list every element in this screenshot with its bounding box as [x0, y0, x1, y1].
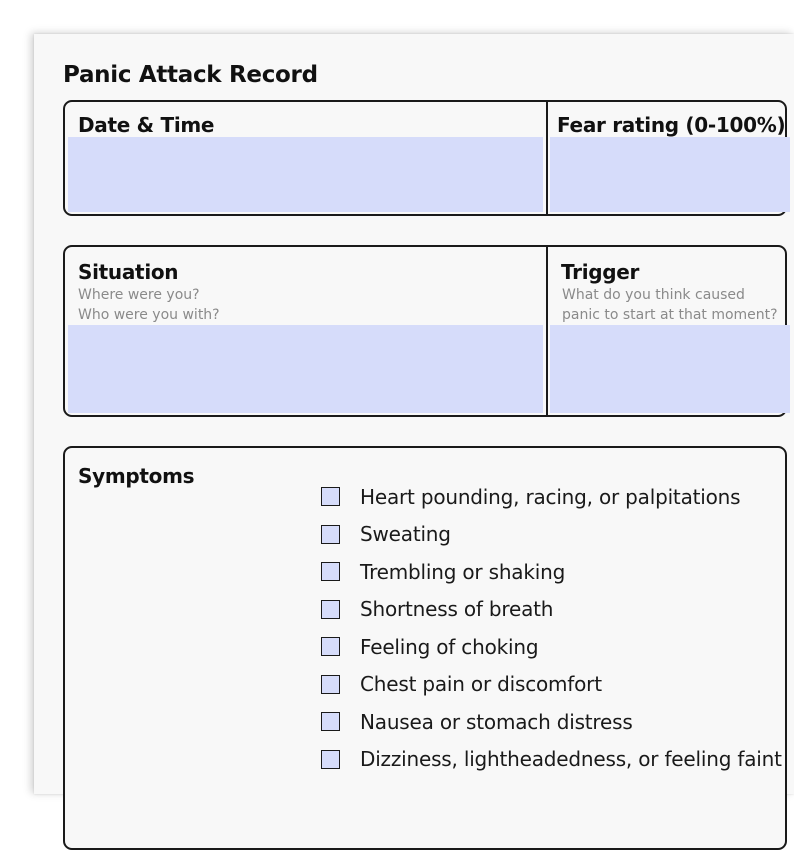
symptom-list: [321, 478, 782, 778]
symptom-checkbox[interactable]: [321, 637, 340, 656]
fear-rating-field[interactable]: [550, 137, 790, 212]
symptom-checkbox[interactable]: [321, 600, 340, 619]
worksheet-page: [34, 34, 794, 794]
symptoms-section: [63, 446, 787, 850]
situation-hint-line2: Who were you with?: [78, 307, 220, 323]
symptom-label: Feeling of choking: [360, 634, 539, 659]
symptom-checkbox[interactable]: [321, 675, 340, 694]
trigger-field[interactable]: [550, 325, 790, 413]
fear-rating-label: Fear rating (0-100%): [557, 113, 786, 137]
symptom-checkbox[interactable]: [321, 487, 340, 506]
symptom-item: [321, 703, 782, 741]
symptom-label: Shortness of breath: [360, 597, 554, 622]
section-divider: [546, 102, 548, 214]
trigger-hint-line2: panic to start at that moment?: [562, 307, 778, 323]
date-time-label: Date & Time: [78, 113, 215, 137]
symptom-checkbox[interactable]: [321, 712, 340, 731]
situation-hint-line1: Where were you?: [78, 287, 200, 303]
symptom-label: Trembling or shaking: [360, 559, 566, 584]
symptom-label: Sweating: [360, 522, 451, 547]
symptom-label: Dizziness, lightheadedness, or feeling faint: [360, 747, 782, 772]
symptom-checkbox[interactable]: [321, 750, 340, 769]
symptom-item: [321, 516, 782, 554]
date-time-field[interactable]: [68, 137, 543, 212]
trigger-label: Trigger: [561, 260, 640, 284]
situation-trigger-section: [63, 245, 787, 417]
trigger-hint-line1: What do you think caused: [562, 287, 745, 303]
symptom-checkbox[interactable]: [321, 525, 340, 544]
section-divider: [546, 247, 548, 415]
symptom-label: Chest pain or discomfort: [360, 672, 602, 697]
symptoms-label: Symptoms: [78, 464, 195, 488]
page-title: Panic Attack Record: [63, 62, 318, 88]
trigger-hint: [562, 285, 778, 325]
situation-field[interactable]: [68, 325, 543, 413]
symptom-item: [321, 628, 782, 666]
symptom-item: [321, 478, 782, 516]
symptom-checkbox[interactable]: [321, 562, 340, 581]
symptom-item: [321, 553, 782, 591]
symptom-item: [321, 666, 782, 704]
situation-label: Situation: [78, 260, 179, 284]
symptom-label: Nausea or stomach distress: [360, 709, 633, 734]
symptom-item: [321, 591, 782, 629]
date-fear-section: [63, 100, 787, 216]
symptom-item: [321, 741, 782, 779]
situation-hint: [78, 285, 220, 325]
symptom-label: Heart pounding, racing, or palpitations: [360, 484, 741, 509]
